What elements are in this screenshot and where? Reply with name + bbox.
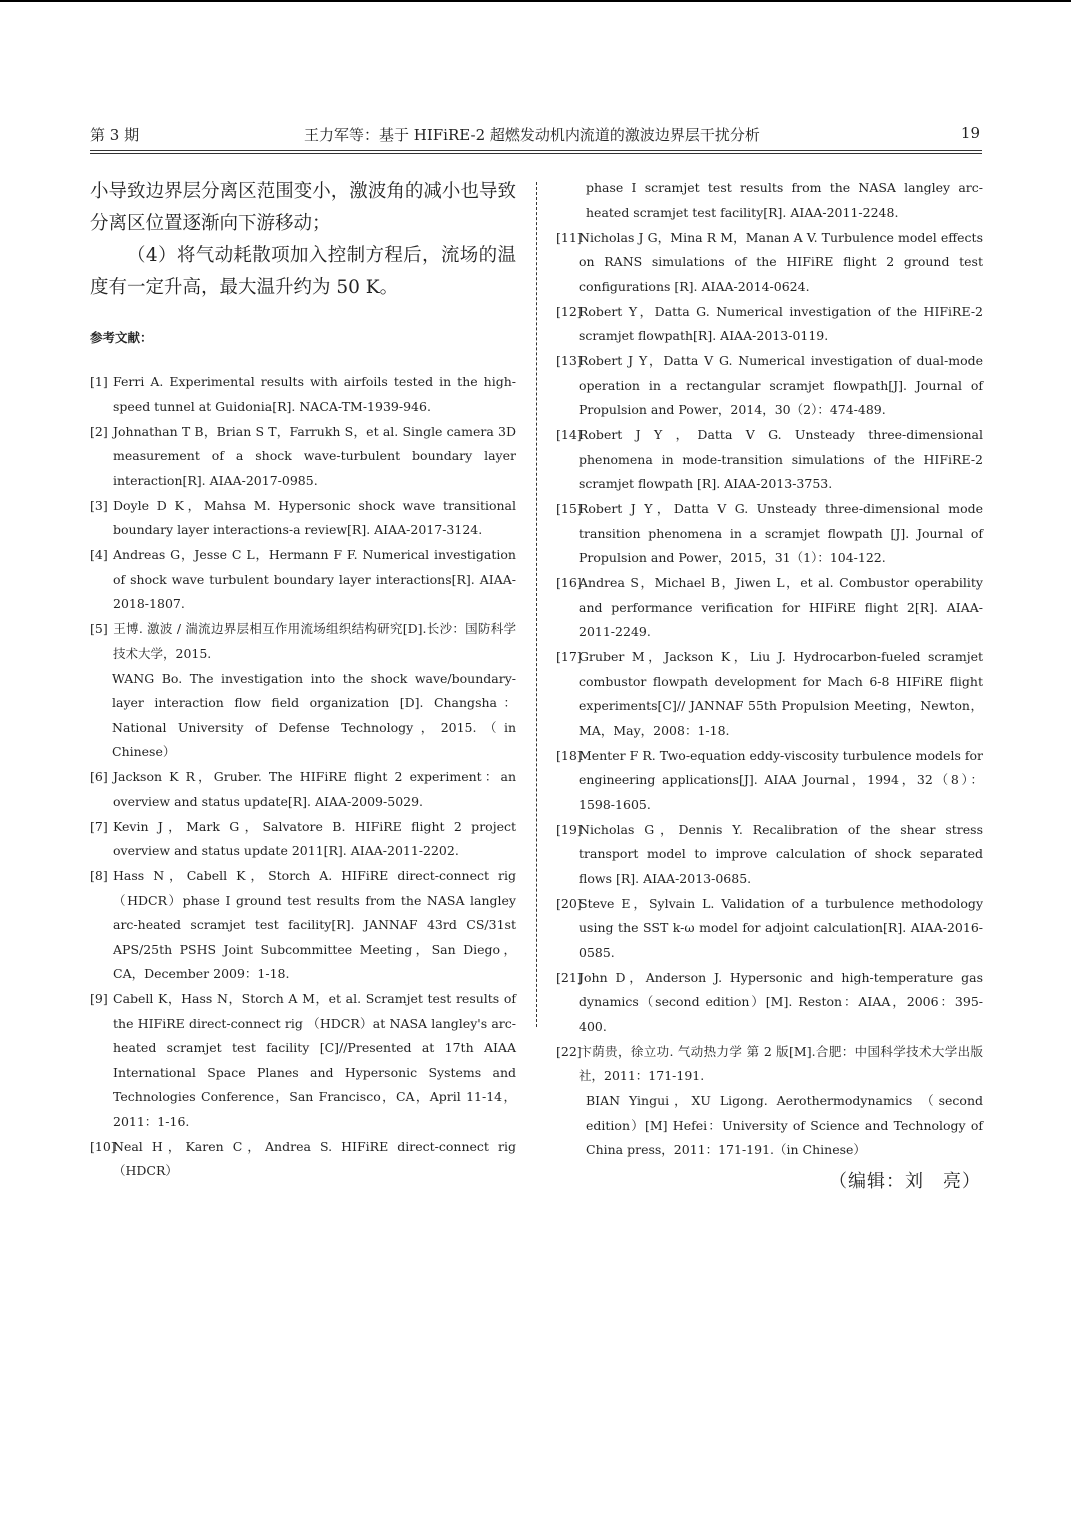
reference-number: [12]	[556, 303, 582, 319]
reference-text: Johnathan T B，Brian S T，Farrukh S，et al. Single camera 3D measurement of a shock wave-turbulent boundary layer interaction[R]. AIAA-2017-0985.	[113, 423, 516, 488]
reference-number: [18]	[556, 747, 582, 763]
editor-credit: （编辑：刘 亮）	[829, 1170, 981, 1192]
reference-item	[90, 617, 516, 666]
reference-number: [13]	[556, 353, 582, 368]
reference-number: [10]	[90, 1138, 116, 1154]
reference-text: 王博. 激波 / 湍流边界层相互作用流场组织结构研究[D].长沙：国防科学技术大学，2015.	[113, 621, 516, 661]
reference-item	[556, 1040, 983, 1089]
reference-item	[556, 645, 983, 743]
body-paragraph: （4）将气动耗散项加入控制方程后，流场的温度有一定升高，最大温升约为 50 K。	[90, 245, 516, 298]
reference-number: [22]	[556, 1043, 582, 1059]
reference-text: Kevin J，Mark G，Salvatore B. HIFiRE flight 2 project overview and status update 2011[R]. AIAA-2011-2202.	[113, 818, 516, 858]
reference-item	[556, 300, 983, 349]
left-column	[90, 176, 516, 1184]
header-rule	[90, 153, 982, 154]
reference-text: Neal H，Karen C，Andrea S. HIFiRE direct-connect rig （HDCR）	[113, 1138, 516, 1178]
reference-text: Nicholas G，Dennis Y. Recalibration of the shear stress transport model to improve calculation of shock separated flows [R]. AIAA-2013-0685.	[579, 821, 983, 886]
reference-item	[556, 966, 983, 1040]
body-paragraph: 小导致边界层分离区范围变小，激波角的减小也导致分离区位置逐渐向下游移动；	[90, 181, 516, 234]
reference-text: Robert J Y，Datta V G. Unsteady three-dimensional mode transition phenomena in a scramjet flowpath [J]. Journal of Propulsion and Power，2015，31（1）：104-122.	[579, 501, 983, 565]
reference-number: [20]	[556, 895, 582, 911]
reference-number: [15]	[556, 501, 582, 516]
references-heading: 参考文献：	[90, 330, 153, 345]
reference-item	[90, 370, 516, 419]
column-divider	[536, 182, 537, 1027]
reference-item	[90, 864, 516, 987]
reference-number: [8]	[90, 868, 108, 883]
reference-item	[90, 543, 516, 617]
reference-translation: BIAN Yingui，XU Ligong. Aerothermodynamics （second edition）[M] Hefei：University of Science and Technology of China press，2011：171-191.（in Chinese）	[586, 1093, 983, 1157]
reference-item	[90, 815, 516, 864]
reference-item	[556, 571, 983, 645]
right-column	[556, 176, 983, 1193]
running-title: 王力军等：基于 HIFiRE-2 超燃发动机内流道的激波边界层干扰分析	[304, 126, 760, 144]
reference-item	[556, 349, 983, 423]
reference-text: Robert J Y ，Datta V G. Unsteady three-dimensional phenomena in mode-transition simulations of the HIFiRE-2 scramjet flowpath [R]. AIAA-2013-3753.	[579, 427, 983, 491]
reference-text: Robert J Y，Datta V G. Numerical investigation of dual-mode operation in a rectangular scramjet flowpath[J]. Journal of Propulsion and Power，2014，30（2）：474-489.	[579, 353, 983, 417]
reference-text: Cabell K，Hass N，Storch A M，et al. Scramjet test results of the HIFiRE direct-connect rig （HDCR）at NASA langley's arc-heated scramjet test facility [C]//Presented at 17th AIAA International Space Planes and Hypersonic Systems and Technologies Conference，San Francisco，CA，April 11-14，2011：1-16.	[113, 991, 516, 1129]
reference-continuation: phase I scramjet test results from the NASA langley arc-heated scramjet test facility[R]. AIAA-2011-2248.	[586, 180, 983, 220]
reference-item	[556, 892, 983, 966]
reference-item	[556, 744, 983, 818]
reference-text: 卞荫贵，徐立功. 气动热力学 第 2 版[M].合肥：中国科学技术大学出版社，2011：171-191.	[579, 1043, 983, 1083]
reference-translation: WANG Bo. The investigation into the shock wave/boundary-layer interaction flow field organization [D]. Changsha：National University of Defense Technology，2015.（in Chinese）	[112, 670, 516, 759]
page-header	[90, 124, 982, 152]
reference-item	[556, 226, 983, 300]
reference-number: [6]	[90, 769, 108, 784]
reference-number: [4]	[90, 547, 108, 562]
reference-text: Robert Y，Datta G. Numerical investigation of the HIFiRE-2 scramjet flowpath[R]. AIAA-2013-0119.	[579, 303, 983, 343]
reference-item	[90, 420, 516, 494]
reference-text: Gruber M，Jackson K，Liu J. Hydrocarbon-fueled scramjet combustor flowpath development for Mach 6-8 HIFiRE flight experiments[C]// JANNAF 55th Propulsion Meeting，Newton，MA，May，2008：1-18.	[579, 649, 983, 738]
reference-text: Jackson K R，Gruber. The HIFiRE flight 2 experiment：an overview and status update[R]. AIAA-2009-5029.	[113, 769, 516, 809]
reference-list	[556, 226, 983, 1163]
top-border	[0, 0, 1071, 2]
reference-text: Hass N，Cabell K，Storch A. HIFiRE direct-connect rig（HDCR）phase I ground test results from the NASA langley arc-heated scramjet test facility[R]. JANNAF 43rd CS/31st APS/25th PSHS Joint Subcommittee Meeting，San Diego，CA，December 2009：1-18.	[113, 868, 516, 981]
reference-text: Ferri A. Experimental results with airfoils tested in the high-speed tunnel at Guidonia[R]. NACA-TM-1939-946.	[113, 374, 516, 414]
reference-text: Nicholas J G，Mina R M，Manan A V. Turbulence model effects on RANS simulations of the HIFiRE flight 2 ground test configurations [R]. AIAA-2014-0624.	[579, 229, 983, 294]
reference-number: [2]	[90, 423, 108, 439]
reference-number: [3]	[90, 497, 108, 513]
reference-item	[556, 423, 983, 497]
reference-number: [1]	[90, 374, 108, 389]
issue-label: 第 3 期	[90, 126, 140, 144]
reference-number: [16]	[556, 575, 582, 590]
reference-number: [17]	[556, 649, 582, 664]
reference-text: Menter F R. Two-equation eddy-viscosity turbulence models for engineering applications[J]. AIAA Journal，1994，32（8）：1598-1605.	[579, 747, 983, 812]
reference-item	[90, 987, 516, 1134]
reference-number: [11]	[556, 229, 582, 245]
reference-number: [7]	[90, 818, 108, 834]
reference-list	[90, 370, 516, 1184]
reference-number: [19]	[556, 821, 582, 837]
reference-text: Andreas G，Jesse C L，Hermann F F. Numerical investigation of shock wave turbulent boundary layer interactions[R]. AIAA-2018-1807.	[113, 547, 516, 611]
reference-item	[90, 494, 516, 543]
reference-text: Andrea S，Michael B，Jiwen L，et al. Combustor operability and performance verification for HIFiRE flight 2[R]. AIAA-2011-2249.	[579, 575, 983, 639]
reference-number: [9]	[90, 991, 108, 1006]
reference-text: John D，Anderson J. Hypersonic and high-temperature gas dynamics（second edition）[M]. Reston：AIAA，2006：395-400.	[579, 969, 983, 1034]
reference-text: Steve E，Sylvain L. Validation of a turbulence methodology using the SST k-ω model for adjoint calculation[R]. AIAA-2016-0585.	[579, 895, 983, 960]
reference-number: [21]	[556, 969, 582, 985]
page-number: 19	[960, 124, 980, 142]
reference-item	[556, 818, 983, 892]
header-rule	[90, 150, 982, 151]
reference-number: [5]	[90, 621, 108, 636]
reference-item	[90, 1135, 516, 1184]
reference-item	[556, 497, 983, 571]
reference-text: Doyle D K，Mahsa M. Hypersonic shock wave transitional boundary layer interactions-a review[R]. AIAA-2017-3124.	[113, 497, 516, 537]
reference-item	[90, 765, 516, 814]
reference-number: [14]	[556, 427, 582, 442]
